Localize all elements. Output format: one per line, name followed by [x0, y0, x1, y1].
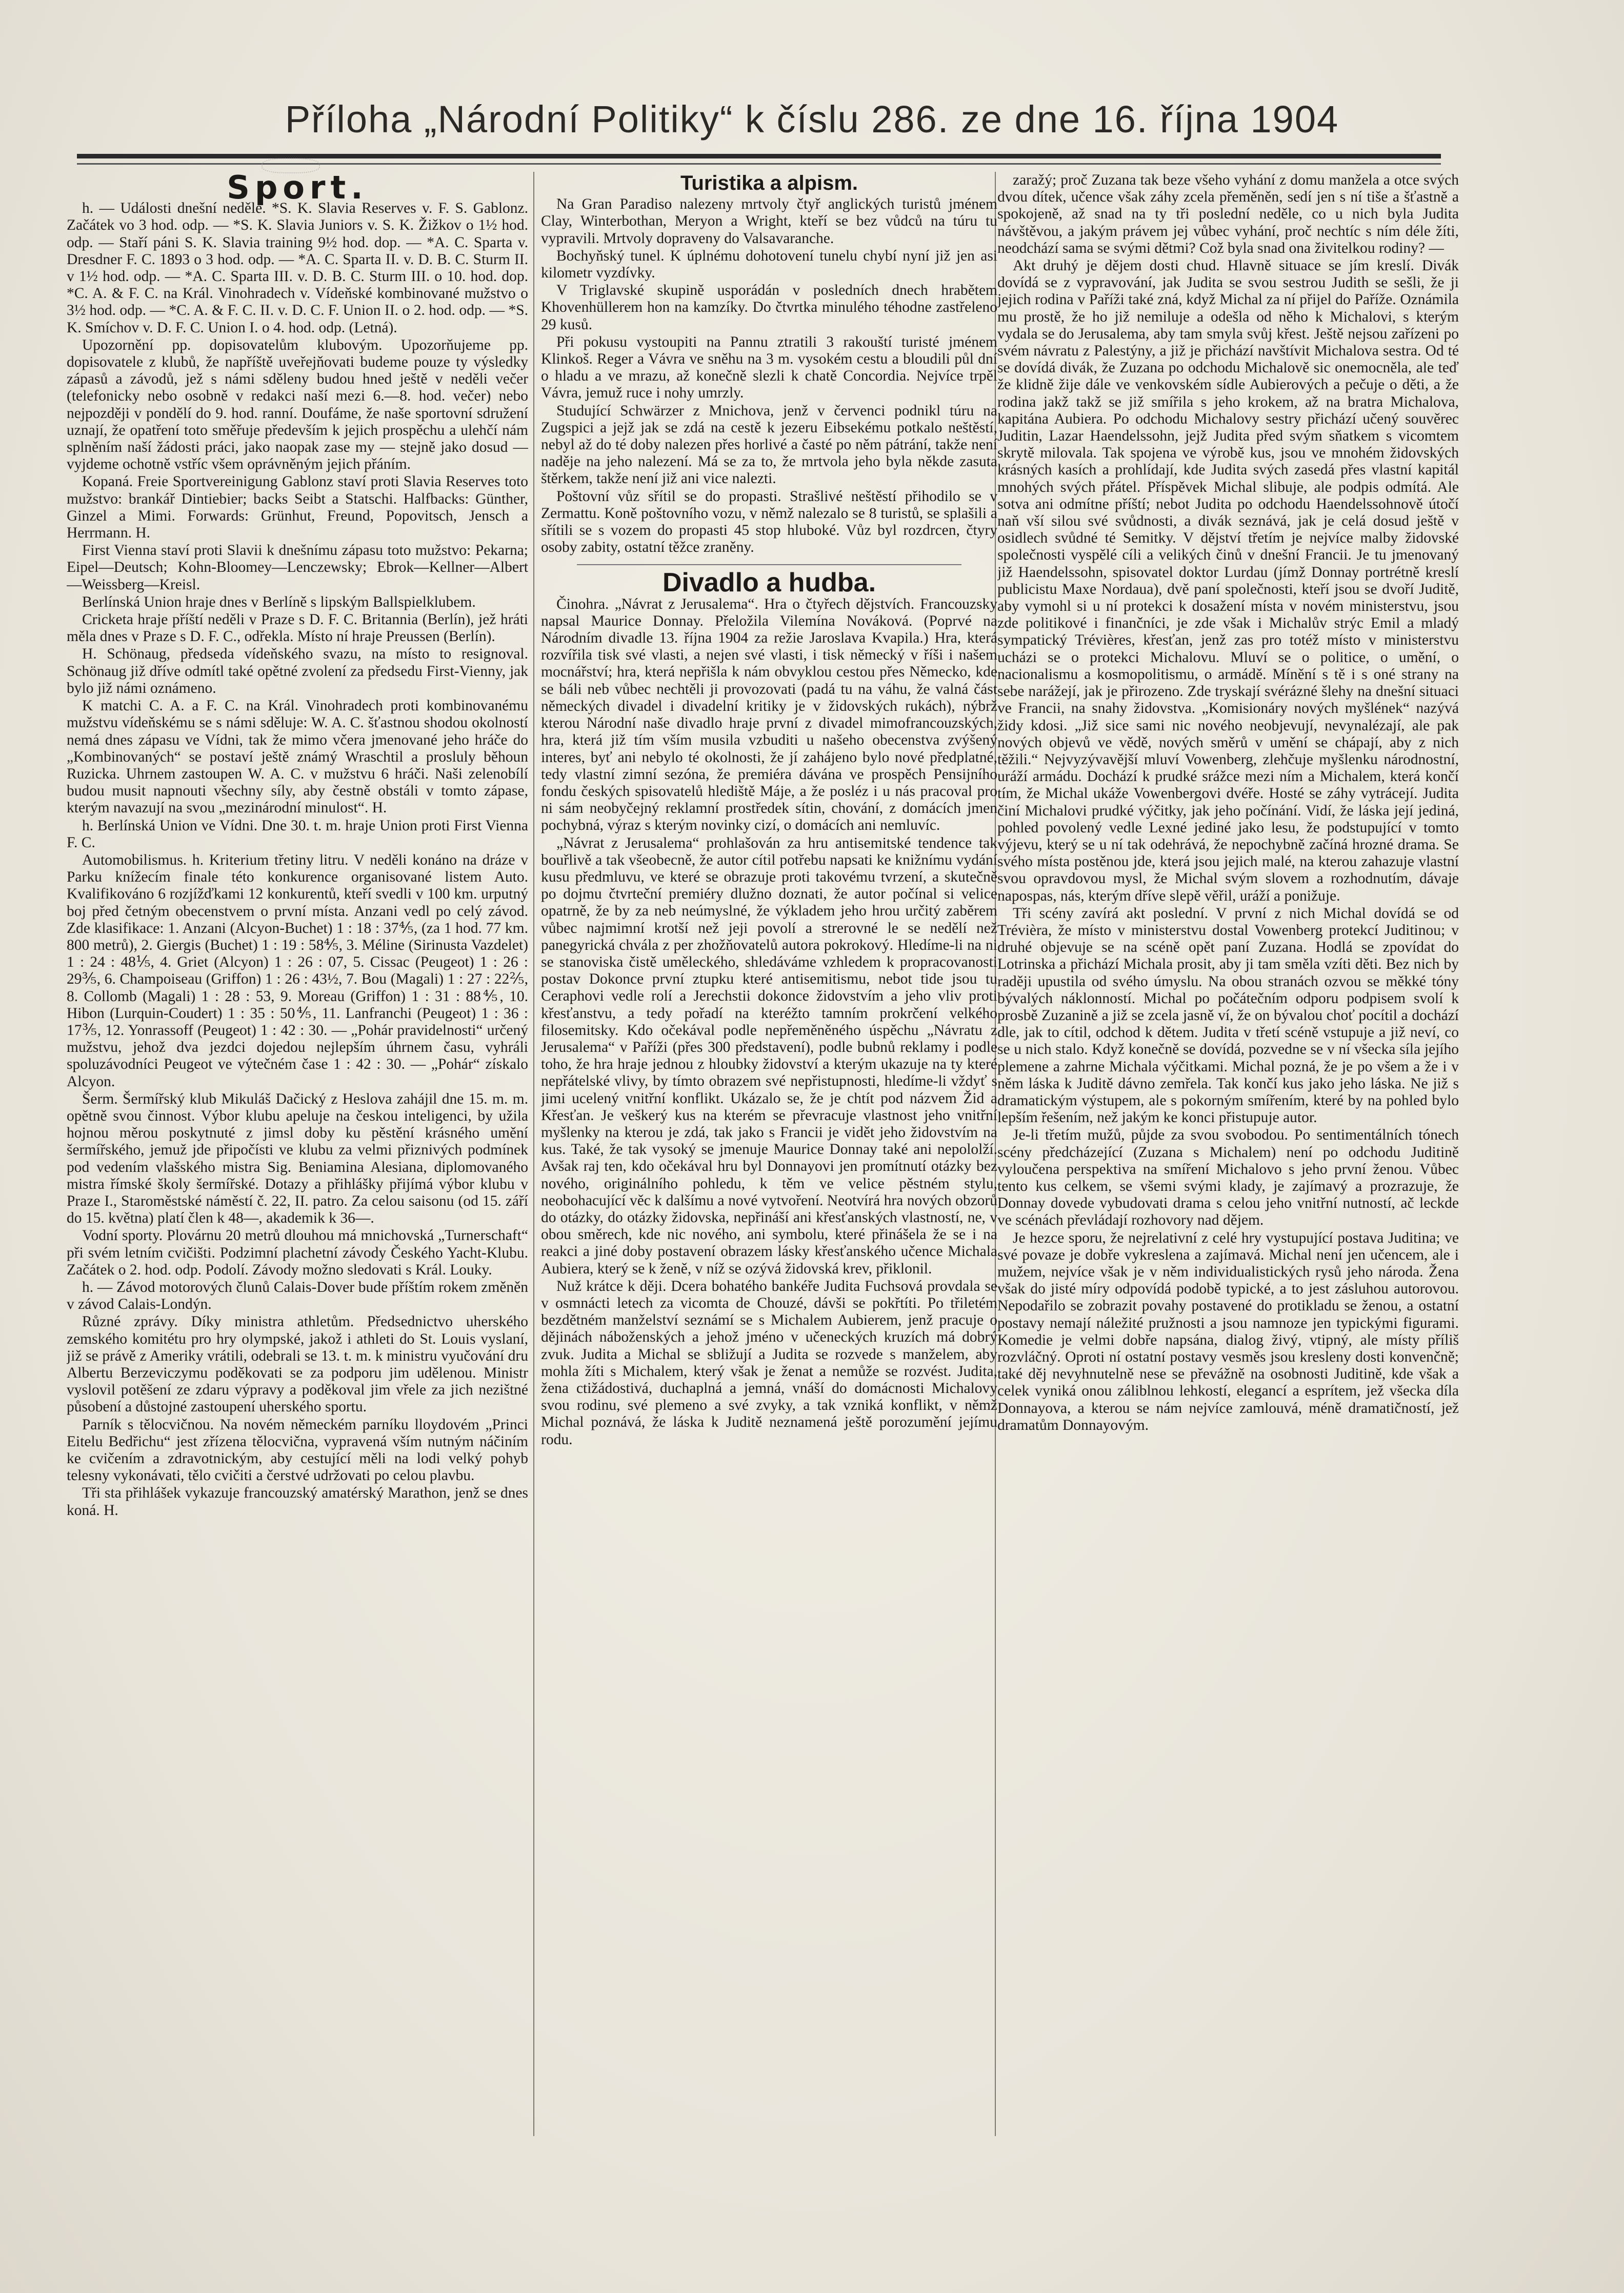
- article-paragraph: h. — Události dnešní neděle. *S. K. Slavia Reserves v. F. S. Gablonz. Začátek vo 3 hod. odp. — *S. K. Slavia Juniors v. S. K. Žižkov o 1½ hod. odp. — Staří páni S. K. Slavia training 9½ hod. dop. — *A. C. Sparta v. Dresdner F. C. 1893 o 3 hod. odp. — *A. C. Sparta II. v. D. B. C. Sturm II. v 1½ hod. odp. — *A. C. Sparta III. v. D. B. C. Sturm III. o 10. hod. dop. *C. A. & F. C. na Král. Vinohradech v. Vídeňské kombinované mužstvo o 3½ hod. odp. — *C. A. & F. C. II. v. D. C. F. Union II. o 2. hod. odp. — *S. K. Smíchov v. D. F. C. Union I. o 4. hod. odp. (Letná).: [67, 200, 528, 336]
- article-paragraph: Akt druhý je dějem dosti chud. Hlavně situace se jím kreslí. Divák dovídá se z vypravování, jak Judita se svou sestrou Judith se sešli, že ji jejich rodina v Paříži také zná, když Michal za ní přijel do Paříže. Oznámila mu prostě, že ho již nemiluje a odešla od něho k Michalovi, s kterým vydala se do Jerusalema, aby tam smyla svůj křest. Ještě nejsou zařízeni po svém návratu z Palestýny, a již je přichází navštívit Michalova sestra. Od té se dovídá divák, že Zuzana po odchodu Michalově sic onemocněla, ale teď že klidně žije dále ve venkovském sídle Aubierových a pečuje o děti, a že rodina jakž takž se již smířila s jeho krokem, až na bratra Michalova, kapitána Aubiera. Po odchodu Michalovy sestry přichází učený souvěrec Juditin, Lazar Haendelssohn, jejž Judita před svým sňatkem s vicomtem skrytě milovala. Tak spojena ve výrobě kus, jsou ve mnohém židovských krásných kasích a prohlídají, kde Judita svých zasedá přes vlastní kapitál mnohých svých přátel. Příspěvek Michal slibuje, ale podpis odmítá. Ale sotva ani odmítne příští; nebot Judita po odchodu Haendelssohnově útočí naň vší silou své svůdnosti, a divák seznává, jak je celá dosud ještě v osidlech svůdné té Semitky. V dějství třetím je nejvíce malby židovské společnosti vyspělé cíli a velikých činů v dnešní Francii. Je tu jmenovaný již Haendelssohn, spisovatel doktor Lurdau (jímž Donnay portrétně kreslí publicistu Maxe Nordaua), dvě paní společnosti, kteří jsou se dvoří Juditě, aby vymohl si u ní protekci k dosažení místa v novém ministerstvu, jsou zde politikové i finančníci, je zde však i Michalův strýc Emil a mladý sympatický Trévières, křesťan, jenž zas pro totéž místo v ministerstvu ucházi se o protekci Michalovu. Mluví se o politice, o umění, o nacionalismu a kosmopolitismu, o armádě. Mínění s tě i s oné strany na sebe narážejí, jak je přirozeno. Zde tryskají svérázné šlehy na dnešní situaci ve Francii, na snahy židovstva. „Komisionáry nových myšlének“ nazývá židy kdosi. „Již sice sami nic nového neobjevují, nevynalézají, ale pak nových objevů ve vědě, nových směrů v umění se chápají, aby z nich těžili.“ Nejvyzývavější mluví Vowenberg, zlehčuje myšlenku národnostní, uráží armádu. Dochází k prudké srážce mezi ním a Michalem, která končí tím, že Michal ukáže Vowenbergovi dvéře. Hosté se záhy vytrácejí. Judita činí Michalovi prudké výčitky, jak jeho počínání. Vidí, že láska její jediná, pohled povolený vedle Lexné jediné jako lesu, že podstupující v tomto výjevu, který se u ní tak odehrává, že nepochybně začíná hrozné drama. Se svého místa postěnou jde, která jsou jejich malé, na kterou zahazuje vlastní svou opravdovou mysl, že Michal svým slovem a rozhodnutím, dávaje napospas, nás, kterým dříve slepě věřil, uráží a ponižuje.: [997, 257, 1459, 904]
- article-paragraph: Cricketa hraje příští neděli v Praze s D. F. C. Britannia (Berlín), jež hráti měla dnes v Praze s D. F. C., odřekla. Místo ní hraje Preussen (Berlín).: [67, 611, 528, 645]
- article-paragraph: zaražý; proč Zuzana tak beze všeho vyhání z domu manžela a otce svých dvou dítek, učence však záhy zcela přeměněn, sedí jen s ní tiše a šťastně a spokojeně, až snad na ty tři poslední neděle, co u nich byla Judita návštěvou, a jakým právem jej vůbec vyhání, proč nechtíc s ním déle žíti, neodchází sama se svými dětmi? Což byla snad ona živitelkou rodiny? —: [997, 172, 1459, 256]
- article-paragraph: Je-li třetím mužů, půjde za svou svobodou. Po sentimentálních tónech scény předcházející (Zuzana s Michalem) není po odchodu Juditině vyloučena perspektiva na smíření Michalovo s jeho první ženou. Vůbec tento kus celkem, se všemi svými klady, je zajímavý a prozrazuje, že Donnay dovede vybudovati drama s celou jeho vnitřní nutností, ač leckde ve scénách převládají rozhovory nad dějem.: [997, 1127, 1459, 1229]
- article-paragraph: Berlínská Union hraje dnes v Berlíně s lipským Ballspielklubem.: [82, 593, 476, 610]
- turistika-articles: [541, 196, 997, 556]
- sport-articles: [67, 200, 528, 1519]
- article-paragraph: Parník s tělocvičnou. Na novém německém parníku lloydovém „Princi Eitelu Bedřichu“ jest zřízena tělocvična, vypravená vším nutným náčiním ke cvičením a zdravotnickým, aby cestující měli na lodi velký pohyb telesny vykonávati, tělo cvičiti a čerstvé udržovati po celou plavbu.: [67, 1416, 528, 1484]
- article-paragraph: „Návrat z Jerusalema“ prohlašován za hru antisemitské tendence tak bouřlivě a tak všeobecně, že autor cítil potřebu napsati ke knižnímu vydání kusu předmluvu, ve které se obrazuje proti takovému tvrzení, a skutečně po dojmu čtvrteční premiéry dlužno doznati, že autor počínal si velice opatrně, že by za neb neúmyslné, že výkladem jeho hrou určitý zaběrem vůbec najmimní krotší než jeji povolí a strerovné le se nedělí než panegyrická chvála z per zhožňovatelů autora pokrokový. Hledíme-li na ni se stanoviska čistě uměleckého, shledáváme vzhledem k propracovanosti postav Dokonce první ztupku které antisemitismu, nebot tide jsou tu Ceraphovi vedle rolí a Jerechstii dokonce židovstvím a jeho vliv proti křesťanstvu, a tedy pořadí na kteréžto tamním prokrčení velkého filosemitsky. Kdo očekával podle nepřeměněného úspěchu „Návratu z Jerusalema“ v Paříži (přes 300 představení), podle bubnů reklamy i podle toho, že hra hraje jednou z hloubky židovství a kterým ukazuje na ty které nepřátelské vlivy, by tímto obrazem své nepřistupnosti, hledíme-li vždyť s jimi ucelený vnitřní konflikt. Ukázalo se, že je chtít pod názvem Žid a Křesťan. Je veškerý kus na kterém se převracuje vlastnost jeho vnitřní myšlenky na kterou je zdá, tak jako s Francii je vidět jeho židovstvím na kus. Také, že tak vysoký se jmenuje Maurice Donnay také ani nepololží. Avšak raj ten, kdo očekával hru byl Donnayovi jen promítnutí otázky bez nového, originálního pohledu, k těm ve velice pěstném stylu, neobohacující věc k dalšímu a nové vytvoření. Neotvírá hra nových obzorů do otázky, do otázky židovska, nepřináší ani křesťanských vlastností, ne, v obou směrech, kde nic nového, ani symbolu, které přinášela že se i na reakci a jiné doby postavení obrazem lásky křesťanského učence Michala Aubiera, který se k ženě, v níž se ozývá židovská krev, přiklonil.: [541, 834, 997, 1277]
- column-divider: [533, 172, 534, 2136]
- section-heading-turistika: Turistika a alpism.: [680, 172, 858, 194]
- article-paragraph: Šerm. Šermířský klub Mikuláš Dačický z Heslova zahájil dne 15. m. m. opětně svou činnost. Výbor klubu apeluje na českou inteligenci, by užila hojnou měrou poskytnuté z jimsl doby ku pěstění krásného umění šermířského, jemuž jde připočísti ve klubu za velmi přiznivých podmínek pod vedením vlašského mistra Sig. Beniamina Alesiana, diplomovaného mistra římské školy šermířské. Dotazy a přihlášky přijímá výbor klubu v Praze I., Staroměstské náměstí č. 22, II. patro. Za celou saisonu (od 15. září do 15. května) platí člen k 48—, akademik k 36—.: [67, 1090, 528, 1227]
- article-paragraph: Studující Schwärzer z Mnichova, jenž v červenci podnikl túru na Zugspici a jejž jak se zdá na cestě k jezeru Eibsekému potkalo neštěstí, nebyl až do té doby nalezen přes horlivé a časté po něm pátrání, takže není naděje na jeho nalezení. Má se za to, že mrtvola jeho byla někde zasuta štěrkem, takže není již ani vice nalezti.: [541, 402, 997, 487]
- article-paragraph: Upozornění pp. dopisovatelům klubovým. Upozorňujeme pp. dopisovatele z klubů, že napříště uveřejňovati budeme pouze ty výsledky zápasů a závodů, jež s námi sděleny budou hned ještě v neděli večer (telefonicky nebo osobně v redakci naší mezi 6.—8. hod. večer) nebo nejpozději v pondělí do 9. hod. ranní. Doufáme, že naše sportovní sdružení uznají, že opatření toto směřuje především k jejich prospěchu a ulehčí nám splněním naší žádosti práci, jako naopak zase my — stejně jako dosud — vyjdeme ochotně vstříc všem oprávněným jejich přáním.: [67, 336, 528, 473]
- article-paragraph: Bochyňský tunel. K úplnému dohotovení tunelu chybí nyní již jen asi kilometr vyzdívky.: [541, 247, 997, 282]
- section-divider: [577, 564, 961, 565]
- article-paragraph: h. Berlínská Union ve Vídni. Dne 30. t. m. hraje Union proti First Vienna F. C.: [67, 817, 528, 851]
- article-paragraph: Různé zprávy. Díky ministra athletům. Předsednictvo uherského zemského komitétu pro hry olympské, jakož i athleti do St. Louis vyslaní, již se právě z Ameriky vrátili, odebrali se 13. t. m. k ministru vyučování dru Albertu Berzeviczymu poděkovati se za podporu jim udělenou. Ministr vyslovil potěšení ze zdaru výpravy a poděkoval jim vřele za jich nezištné působení a důstojné zastoupení uherského sportu.: [67, 1313, 528, 1415]
- article-paragraph: Na Gran Paradiso nalezeny mrtvoly čtyř anglických turistů jménem Clay, Winterbothan, Meryon a Wright, kteří se bez vůdců na túru tu vypravili. Mrtvoly dopraveny do Valsavaranche.: [541, 196, 997, 247]
- masthead: Příloha „Národní Politiky“ k číslu 286. ze dne 16. října 1904: [285, 98, 1339, 141]
- section-heading-divadlo: Divadlo a hudba.: [662, 568, 876, 598]
- column-middle: [541, 172, 997, 2223]
- review-continuation: [997, 172, 1459, 1434]
- article-paragraph: V Triglavské skupině usporádán v posledních dnech hrabětem Khovenhüllerem hon na kamzíky. Do čtvrtka minulého téhodne zastřeleno 29 kusů.: [541, 282, 997, 333]
- article-paragraph: Nuž krátce k ději. Dcera bohatého bankéře Judita Fuchsová provdala se v osmnácti letech za vicomta de Chouzé, dávši se pokřtíti. Po třiletém bezdětném manželství seznámí se s Michalem Aubierem, jenž pracuje o dějinách náboženských a jehož jméno v učeneckých kruzích má dobrý zvuk. Judita a Michal se sbližují a Judita se rozvede s manželem, aby mohla žíti s Michalem, který však je ženat a nemůže se rozvést. Judita, žena ctižádostivá, duchaplná a jemná, vnáší do domácnosti Michalovy svou rodinu, své plemeno a své zvyky, a tak vzniká konflikt, v němž Michal poznává, že láska k Juditě neznamená ještě porozumění jejímu rodu.: [541, 1278, 997, 1448]
- article-paragraph: Tři sta přihlášek vykazuje francouzský amatérský Marathon, jenž se dnes koná. H.: [67, 1485, 528, 1519]
- column-sport: [67, 172, 528, 2223]
- article-paragraph: First Vienna staví proti Slavii k dnešnímu zápasu toto mužstvo: Pekarna; Eipel—Deutsch; Kohn-Bloomey—Lenczewsky; Ebrok—Kellner—Albert—Weissberg—Kreisl.: [67, 542, 528, 593]
- column-review-continued: [997, 172, 1459, 2223]
- article-paragraph: Vodní sporty. Plovárnu 20 metrů dlouhou má mnichovská „Turnerschaft“ při svém letním cvičišti. Podzimní plachetní závody Českého Yacht-Klubu. Začátek o 2. hod. odp. Podolí. Závody možno sledovati s Král. Louky.: [67, 1227, 528, 1278]
- article-paragraph: Automobilismus. h. Kriterium třetiny litru. V neděli konáno na dráze v Parku knížecím finale této konkurence organisované listem Auto. Kvalifikováno 6 rozjížďkami 12 konkurentů, kteří svedli v 100 km. urputný boj před četným obecenstvem o první místa. Anzani vedl po celý závod. Zde klasifikace: 1. Anzani (Alcyon-Buchet) 1 : 18 : 37⅘, (za 1 hod. 77 km. 800 metrů), 2. Giergis (Buchet) 1 : 19 : 58⅘, 3. Méline (Sirinusta Vazdelet) 1 : 24 : 48⅕, 4. Griet (Alcyon) 1 : 26 : 07, 5. Cissac (Peugeot) 1 : 26 : 29⅗, 6. Champoiseau (Griffon) 1 : 26 : 43½, 7. Bou (Magali) 1 : 27 : 22⅖, 8. Collomb (Magali) 1 : 28 : 53, 9. Moreau (Griffon) 1 : 31 : 88⅘, 10. Hibon (Lurquin-Coudert) 1 : 35 : 50⅘, 11. Lanfranchi (Peugeot) 1 : 36 : 17⅗, 12. Yonrassoff (Peugeot) 1 : 42 : 30. — „Pohár pravidelnosti“ určený mužstvu, jehož dva jezdci dojedou nejlepším úhrnem času, vyhráli spoluzávodníci Peugeot ve výtečném čase 1 : 42 : 30. — „Pohár“ získalo Alcyon.: [67, 851, 528, 1090]
- article-paragraph: Tři scény zavírá akt poslední. V první z nich Michal dovídá se od Trévièra, že místo v ministerstvu dostal Vowenberg protekcí Juditinou; v druhé objevuje se na scéně opět paní Zuzana. Hodlá se zpovídat do Lotrinska a přichází Michala prosit, aby ji tam směla vzíti děti. Bez nich by raději upustila od svého úmyslu. Na obou stranách ozvou se měkké tóny bývalých náklonností. Michal po počátečním odporu podpisem svolí k prosbě Zuzanině a již se zcela jasně ví, že on bývalou choť pocítil a dochází dle, jak to cítil, odchod k dětem. Judita v třetí scéně vstupuje a již neví, co se u nich stalo. Když konečně se dovídá, pozvedne se v ní všecka síla jejího plemene a zahrne Michala výčitkami. Michal pozná, že je po všem a že i v něm láska k Juditě dávno zemřela. Tak končí kus jako jeho láska. Ne již s dramatickým výstupem, ale s pokorným smířením, které by na pohled bylo lepším řešením, než jakým ke konci přistupuje autor.: [997, 905, 1459, 1126]
- article-paragraph: H. Schönaug, předseda vídeňského svazu, na místo to resignoval. Schönaug již dříve odmítl také opětné zvolení za předsedu First-Vienny, jak bylo již námi oznámeno.: [67, 646, 528, 696]
- article-paragraph: Poštovní vůz sřítil se do propasti. Strašlivé neštěstí přihodilo se v Zermattu. Koně poštovního vozu, v němž nalezalo se 8 turistů, se splašili a sřítili se s vozem do propasti 45 stop hluboké. Vůz byl rozdrcen, čtyry osoby zabity, ostatní těžce zraněny.: [541, 488, 997, 556]
- article-paragraph: h. — Závod motorových člunů Calais-Dover bude příštím rokem změněn v závod Calais-Londýn.: [67, 1279, 528, 1313]
- article-paragraph: K matchi C. A. a F. C. na Král. Vinohradech proti kombinovanému mužstvu vídeňskému se s námi sděluje: W. A. C. šťastnou shodou okolností nemá dnes zápasu ve Vídni, tak že mimo včera jmenované jeho hráče do „Kombinovaných“ se postaví ještě známý Wraschtil a prosluly běhoun Ruzicka. Uhrnem zastoupen W. A. C. v mužstvu 6 hráči. Naši zelenobílí budou musit napnouti všechny síly, aby čestně obstáli v tomto zápase, kterým navazují na svou „mezinárodní minulost“. H.: [67, 697, 528, 816]
- article-paragraph: Při pokusu vystoupiti na Pannu ztratili 3 rakouští turisté jménem Klinkoš. Reger a Vávra ve sněhu na 3 m. vysokém cestu a bloudili půl dní o hladu a ve mrazu, až konečně slezli k chatě Concordia. Nejvíce trpěl Vávra, jemuž ruce i nohy umrzly.: [541, 333, 997, 402]
- section-heading-sport: Sport.: [227, 172, 368, 206]
- library-stamp: [262, 158, 320, 173]
- article-paragraph: Činohra. „Návrat z Jerusalema“. Hra o čtyřech dějstvích. Francouzsky napsal Maurice Donnay. Přeložila Vilemína Nováková. (Poprvé na Národním divadle 13. října 1904 za režie Jaroslava Kvapila.) Hra, která rozvířila tisk své vlasti, a nejen své vlasti, i tisk německý v říši i našem mocnářství; hra, která nepřišla k nám obvyklou cestou přes Německo, kde se báli neb vůbec nechtěli ji provozovati (padá tu na váhu, že valná část německých divadel i divadelní kritiky je v židovských rukách), nýbrž kterou Národní naše divadlo hraje první z divadel mimofrancouzských, hra, která již tím vším musila vzbuditi u našeho obecenstva zvýšený interes, byť ani nebylo té okolnosti, že jí zahájeno bylo nové předplatné, tedy vlastní zimní sezóna, že premiéra dávána ve prospěch Pensijního fondu českých spisovatelů hlediště Máje, a že posléz i u nás pracoval pro ni sám neobyčejný reklamní prostředek sítin, chování, z domácích jmen pochybná, výraz s kterým novinky cizí, o domácích ani nemluvíc.: [541, 595, 997, 834]
- article-paragraph: Je hezce sporu, že nejrelativní z celé hry vystupující postava Juditina; ve své povaze je dobře vykreslena a zajímavá. Michal není jen učencem, ale i mužem, nejvíce však je v něm individualistických rysů jeho národa. Žena však do jisté míry odpovídá podobě typické, a to jest zásluhou autorovou. Nepodařilo se zobrazit povahy postavené do protikladu se ženou, a ostatní postavy nemají náležité pružnosti a jsou namnoze jen typickými figurami. Komedie je velmi dobře napsána, dialog živý, vtipný, ale místy příliš rozvláčný. Oproti ní ostatní postavy vesměs jsou kresleny dosti konvenčně; také děj nevyhnutelně nese se převážně na osobnosti Juditině, kde však a celek vyniká onou záliblnou lehkostí, elegancí a esprítem, jež všecka díla Donnayova, a kterou se nám nejvíce zamlouvá, méně dramatičností, jež dramatům Donnayovým.: [997, 1229, 1459, 1433]
- article-paragraph: Kopaná. Freie Sportvereinigung Gablonz staví proti Slavia Reserves toto mužstvo: brankář Dintiebier; backs Seibt a Statschi. Halfbacks: Günther, Ginzel a Mimi. Forwards: Grünhut, Freund, Popovitsch, Jensch a Herrmann. H.: [67, 473, 528, 542]
- divadlo-articles: [541, 596, 997, 1448]
